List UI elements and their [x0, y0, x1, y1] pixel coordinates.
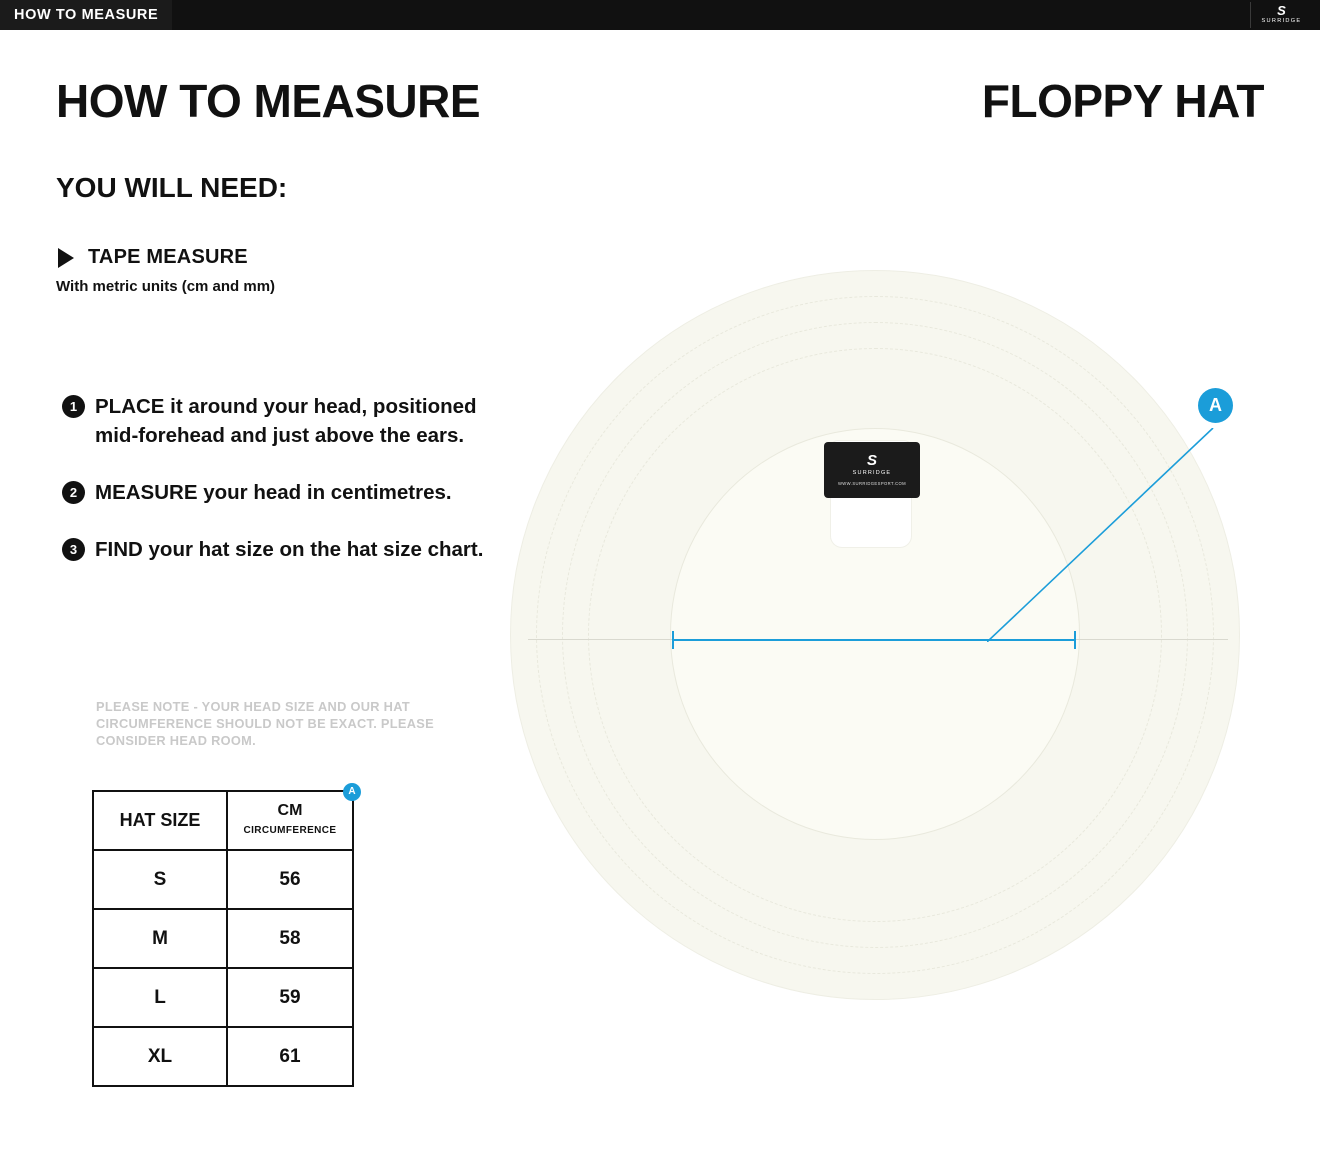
- column-header-cm: [227, 786, 356, 850]
- column-header-hat-size: HAT SIZE: [93, 791, 227, 850]
- step-text: [95, 392, 492, 450]
- step-item: [62, 535, 492, 564]
- tool-subtitle: With metric units (cm and mm): [56, 278, 276, 295]
- cell-cm: 59: [227, 968, 353, 1027]
- step-text: [95, 478, 452, 507]
- column-header-cm-sub: CIRCUMFERENCE: [243, 824, 337, 836]
- table-row: [93, 909, 353, 968]
- patch-logo-mark: S: [866, 452, 877, 469]
- hat-size-table: [92, 786, 356, 1087]
- brand-logo: [1250, 2, 1312, 28]
- brand-label-patch: [824, 442, 920, 498]
- steps-list: [62, 392, 492, 592]
- column-header-cm-label: CM: [277, 801, 303, 819]
- brand-logo-mark: S: [1277, 3, 1286, 18]
- cell-cm: 56: [227, 850, 353, 909]
- patch-logo-word: SURRIDGE: [852, 470, 892, 476]
- brand-logo-word: SURRIDGE: [1261, 18, 1302, 24]
- step-rest: your head in centimetres.: [197, 481, 452, 504]
- callout-a-marker: A: [1198, 388, 1233, 423]
- measurement-line-a: [672, 639, 1076, 641]
- tool-row: [58, 246, 248, 269]
- please-note-text: PLEASE NOTE - YOUR HEAD SIZE AND OUR HAT CIRCUMFERENCE SHOULD NOT BE EXACT. PLEASE CONSIDER HEAD ROOM.: [96, 699, 434, 748]
- table-row: [93, 850, 353, 909]
- step-lead: PLACE: [95, 395, 165, 418]
- tool-name: TAPE MEASURE: [88, 246, 248, 268]
- step-rest: it around your head, positioned mid-forehead and just above the ears.: [95, 395, 477, 447]
- you-will-need-heading: YOU WILL NEED:: [56, 172, 288, 203]
- page-title: HOW TO MEASURE: [56, 75, 481, 127]
- step-lead: MEASURE: [95, 481, 198, 504]
- table-row: [93, 968, 353, 1027]
- hat-illustration: [500, 250, 1290, 1040]
- callout-a-badge-icon: A: [343, 783, 361, 801]
- cell-hat-size: XL: [93, 1027, 227, 1086]
- step-rest: your hat size on the hat size chart.: [142, 538, 484, 561]
- table-header-row: [93, 791, 353, 850]
- product-title: FLOPPY HAT: [981, 75, 1264, 127]
- triangle-bullet-icon: [58, 248, 74, 268]
- measurement-end-cap-left: [672, 631, 674, 649]
- step-lead: FIND: [95, 538, 143, 561]
- step-number-badge: 2: [62, 481, 85, 504]
- cell-hat-size: L: [93, 968, 227, 1027]
- measurement-end-cap-right: [1074, 631, 1076, 649]
- cell-cm: 61: [227, 1027, 353, 1086]
- top-bar: [0, 0, 1320, 30]
- cell-cm: 58: [227, 909, 353, 968]
- top-bar-title: HOW TO MEASURE: [0, 0, 172, 30]
- step-text: [95, 535, 483, 564]
- patch-url: WWW.SURRIDGESPORT.COM: [837, 481, 907, 486]
- step-number-badge: 3: [62, 538, 85, 561]
- step-item: [62, 478, 492, 507]
- cell-hat-size: M: [93, 909, 227, 968]
- step-number-badge: 1: [62, 395, 85, 418]
- cell-hat-size: S: [93, 850, 227, 909]
- table-row: [93, 1027, 353, 1086]
- step-item: [62, 392, 492, 450]
